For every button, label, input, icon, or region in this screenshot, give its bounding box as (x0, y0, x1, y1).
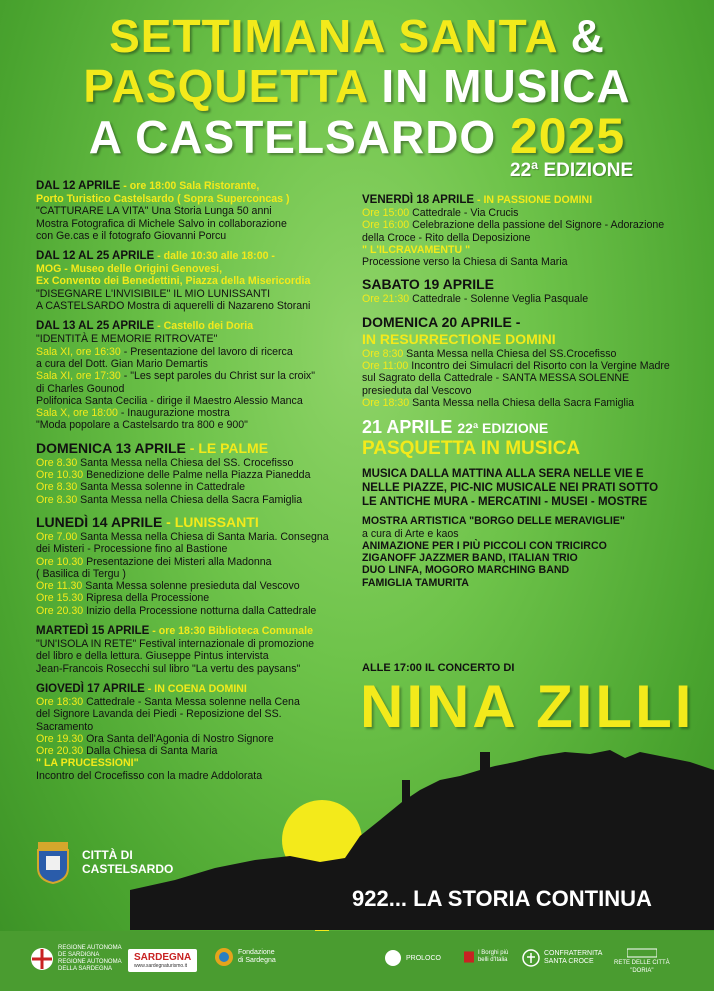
event-line: Benedizione delle Palme nella Piazza Pianedda (83, 469, 311, 482)
event-line: Jean-Francois Rosecchi sul libro "La vertu des paysans" (36, 662, 301, 675)
event-line: Ripresa della Processione (83, 592, 210, 605)
event-line: Processione verso la Chiesa di Santa Maria (362, 256, 568, 269)
event-block (36, 250, 336, 312)
city-label-2: CASTELSARDO (82, 862, 174, 876)
tagline: 922... LA STORIA CONTINUA (352, 886, 652, 911)
event-line: "UN'ISOLA IN RETE" Festival internazionale di promozione (36, 638, 315, 651)
confraternita-icon (522, 949, 540, 967)
event-location: MOG - Museo delle Origini Genovesi, (36, 263, 223, 276)
event-line: Santa Messa nella Chiesa del SS.Crocefisso (403, 347, 617, 360)
pasquetta-date (362, 417, 700, 438)
pasquetta-line: ANIMAZIONE PER I PIÙ PICCOLI CON TRICIRCO (362, 539, 607, 552)
event-line: - "Les sept paroles du Christ sur la croix" (120, 370, 315, 383)
event-line: sul Sagrato della Cattedrale - SANTA MESSA SOLENNE (362, 372, 630, 385)
event-location: - ore 18:30 Biblioteca Comunale (149, 625, 313, 638)
edition-label: 22ª EDIZIONE (510, 160, 634, 181)
event-time: Ore 8.30 (36, 493, 78, 506)
event-time: Sala X, ore 18:00 (36, 407, 118, 420)
title-settimana-santa: SETTIMANA SANTA (109, 10, 557, 62)
proloco-icon (384, 949, 402, 967)
event-line: Santa Messa nella Chiesa di Santa Maria. Consegna (77, 530, 329, 543)
event-line: " L'ILCRAVAMENTU " (362, 243, 471, 256)
event-title: - LUNISSANTI (162, 513, 259, 530)
event-block (36, 625, 336, 675)
confraternita-text: SANTA CROCE (544, 958, 594, 965)
event-time: Ore 15:00 (362, 207, 410, 219)
proloco-logo (384, 949, 441, 967)
pasquetta-line: MOSTRA ARTISTICA "BORGO DELLE MERAVIGLIE" (362, 515, 625, 528)
sardegna-logo (128, 949, 197, 972)
event-location: - ore 18:00 Sala Ristorante, (120, 180, 260, 192)
event-line: della Croce - Rito della Deposizione (362, 231, 531, 244)
event-time: Ore 18:30 (362, 396, 410, 409)
title-a-castelsardo: A CASTELSARDO (88, 111, 497, 163)
event-line: Polifonica Santa Cecilia - dirige il Maestro Alessio Manca (36, 394, 303, 407)
confraternita-logo (522, 949, 602, 967)
event-block (362, 194, 700, 268)
borghi-text: I Borghi più belli d'Italia (477, 950, 509, 963)
borghi-logo (464, 947, 512, 967)
event-date: VENERDÌ 18 APRILE (362, 194, 475, 206)
event-date: DAL 12 APRILE (36, 180, 121, 192)
event-time: Ore 20.30 (36, 604, 84, 617)
headliner-name: NINA ZILLI (360, 673, 695, 740)
tower-shape (480, 752, 490, 774)
event-block (362, 314, 700, 409)
event-title: - IN COENA DOMINI (144, 682, 247, 695)
regione-text: REGIONE AUTONOMA (58, 959, 122, 965)
event-time: Ore 21:30 (362, 293, 410, 306)
event-time: Ore 7.00 (36, 530, 78, 543)
event-line: Incontro dei Simulacri del Risorto con la Vergine Madre (408, 360, 670, 373)
event-time: Ore 18:30 (36, 695, 84, 708)
event-line: presieduta dal Vescovo (362, 384, 472, 397)
event-time: Ore 19.30 (36, 732, 84, 745)
event-block (362, 276, 700, 305)
regione-text: DE SARDIGNA (58, 952, 100, 958)
event-time: Ore 20.30 (36, 745, 84, 758)
event-time: Ore 15.30 (36, 592, 84, 605)
title-year: 2025 (509, 108, 626, 164)
event-line: a cura del Dott. Gian Mario Demartis (36, 357, 208, 370)
event-block (36, 320, 336, 431)
event-time: Sala XI, ore 17:30 (36, 370, 121, 383)
event-line: " LA PRUCESSIONI" (36, 757, 139, 770)
pasquetta-line: DUO LINFA, MOGORO MARCHING BAND (362, 564, 570, 577)
event-line: Santa Messa solenne presieduta dal Vescovo (82, 580, 300, 593)
title-line-3 (0, 110, 714, 163)
event-time: Ore 10.30 (36, 555, 84, 568)
event-line: "Moda popolare a Castelsardo tra 800 e 900" (36, 419, 248, 432)
event-block (36, 180, 336, 242)
right-program (362, 194, 700, 589)
title-in-musica: IN MUSICA (381, 60, 631, 112)
event-line: Cattedrale - Santa Messa solenne nella Cena (83, 695, 300, 708)
regione-logo (30, 945, 122, 973)
event-line: con Ge.cas e il fotografo Giovanni Porcu (36, 229, 227, 242)
tower-shape (402, 780, 410, 806)
event-title: - IN PASSIONE DOMINI (474, 194, 593, 206)
event-line: A CASTELSARDO Mostra di aquerelli di Nazareno Storani (36, 300, 311, 313)
event-location: Ex Convento dei Benedettini, Piazza della Misericordia (36, 275, 311, 288)
proloco-text: PROLOCO (406, 954, 442, 962)
regione-text: DELLA SARDEGNA (58, 966, 113, 972)
fondazione-icon (214, 947, 234, 967)
pasquetta-line: ZIGANOFF JAZZMER BAND, ITALIAN TRIO (362, 552, 578, 565)
event-line: Presentazione dei Misteri alla Madonna (83, 555, 272, 568)
event-line: del libro e della lettura. Giuseppe Pintus intervista (36, 650, 269, 663)
sardegna-url: www.sardegnaturismo.it (134, 963, 188, 969)
event-line: Cattedrale - Solenne Veglia Pasquale (409, 293, 589, 306)
pasquetta-line: a cura di Arte e kaos (362, 527, 459, 540)
city-logo (34, 840, 173, 884)
title-line-1 (0, 10, 714, 62)
event-line: del Signore Lavanda dei Piedi - Reposizione del SS. Sacramento (36, 708, 282, 733)
event-block (36, 440, 336, 506)
doria-text: "DORIA" (630, 968, 654, 974)
event-line: dei Misteri - Processione fino al Bastione (36, 543, 228, 556)
title-line-2 (0, 60, 714, 112)
event-block (36, 514, 336, 617)
event-title: - LE PALME (185, 439, 269, 456)
event-date: DOMENICA 13 APRILE (36, 439, 186, 456)
doria-text: RETE DELLE CITTÀ (614, 960, 670, 966)
event-date: DOMENICA 20 APRILE - (362, 313, 521, 330)
pasquetta-line: FAMIGLIA TAMURITA (362, 576, 469, 589)
event-time: Ore 10.30 (36, 469, 84, 482)
event-line: Cattedrale - Via Crucis (409, 207, 519, 219)
event-location: Porto Turistico Castelsardo ( Sopra Superconcas ) (36, 193, 290, 205)
event-line: - Inaugurazione mostra (117, 407, 230, 420)
event-date: MARTEDÌ 15 APRILE (36, 625, 150, 638)
event-location: - Castello dei Doria (154, 320, 254, 333)
pasquetta-line: LE ANTICHE MURA - MERCATINI - MUSEI - MOSTRE (362, 496, 648, 509)
crest-icon (34, 840, 72, 884)
event-time: Ore 8:30 (362, 347, 404, 360)
title-pasquetta: PASQUETTA (83, 60, 368, 112)
event-date: LUNEDÌ 14 APRILE (36, 513, 163, 530)
doria-logo (614, 947, 670, 975)
concert-label: ALLE 17:00 IL CONCERTO DI (362, 662, 515, 674)
left-program (36, 180, 336, 790)
event-time: Ore 8.30 (36, 481, 78, 494)
event-line: Santa Messa nella Chiesa della Sacra Famiglia (409, 396, 635, 409)
event-line: Santa Messa nella Chiesa del SS. Crocefisso (77, 456, 294, 469)
event-line: "DISEGNARE L'INVISIBILE" IL MIO LUNISSANTI (36, 287, 271, 300)
sardegna-text: SARDEGNA (134, 952, 192, 963)
event-date: DAL 12 AL 25 APRILE (36, 250, 155, 263)
title-ampersand: & (570, 10, 605, 62)
fondazione-text: di Sardegna (238, 957, 276, 964)
fondazione-logo (214, 947, 276, 967)
event-date: SABATO 19 APRILE (362, 276, 494, 293)
regione-crest-icon (30, 947, 54, 971)
event-line: Celebrazione della passione del Signore - Adorazione (409, 219, 665, 232)
event-line: Santa Messa solenne in Cattedrale (77, 481, 246, 494)
event-date: DAL 13 AL 25 APRILE (36, 320, 155, 333)
event-line: - Presentazione del lavoro di ricerca (120, 345, 293, 358)
event-line: Santa Messa nella Chiesa della Sacra Famiglia (77, 493, 303, 506)
pasquetta-title: PASQUETTA IN MUSICA (362, 438, 581, 460)
confraternita-text: CONFRATERNITA (544, 950, 603, 957)
city-label-1: CITTÀ DI (82, 848, 133, 862)
doria-icon (627, 947, 657, 959)
event-title: IN RESURRECTIONE DOMINI (362, 330, 556, 347)
pasquetta-block (362, 417, 700, 589)
event-line: "CATTURARE LA VITA" Una Storia Lunga 50 anni (36, 205, 272, 218)
event-time: Ore 11:00 (362, 360, 409, 373)
pasquetta-line: NELLE PIAZZE, PIC-NIC MUSICALE NEI PRATI SOTTO (362, 482, 659, 495)
pasquetta-day: 21 APRILE (362, 417, 453, 438)
event-line: "IDENTITÀ E MEMORIE RITROVATE" (36, 333, 218, 346)
event-time: Ore 8.30 (36, 456, 78, 469)
pasquetta-line: MUSICA DALLA MATTINA ALLA SERA NELLE VIE E (362, 468, 644, 481)
event-line: Ora Santa dell'Agonia di Nostro Signore (83, 732, 274, 745)
event-line: Mostra Fotografica di Michele Salvo in collaborazione (36, 217, 287, 230)
event-date: GIOVEDÌ 17 APRILE (36, 682, 145, 695)
event-time: Ore 11.30 (36, 580, 83, 593)
fondazione-text: Fondazione (238, 949, 275, 956)
event-line: Incontro del Crocefisso con la madre Addolorata (36, 769, 263, 782)
event-line: Dalla Chiesa di Santa Maria (83, 745, 218, 758)
borghi-icon (464, 947, 474, 967)
regione-text: REGIONE AUTONOMA (58, 945, 122, 951)
event-line: ( Basilica di Tergu ) (36, 567, 126, 580)
pasquetta-edition: 22ª EDIZIONE (457, 420, 549, 437)
sponsor-footer (0, 931, 714, 991)
event-time: Sala XI, ore 16:30 (36, 345, 121, 358)
event-line: Inizio della Processione notturna dalla Cattedrale (83, 604, 317, 617)
event-line: di Charles Gounod (36, 382, 125, 395)
event-time: Ore 16:00 (362, 219, 410, 232)
event-location: - dalle 10:30 alle 18:00 - (154, 250, 275, 263)
